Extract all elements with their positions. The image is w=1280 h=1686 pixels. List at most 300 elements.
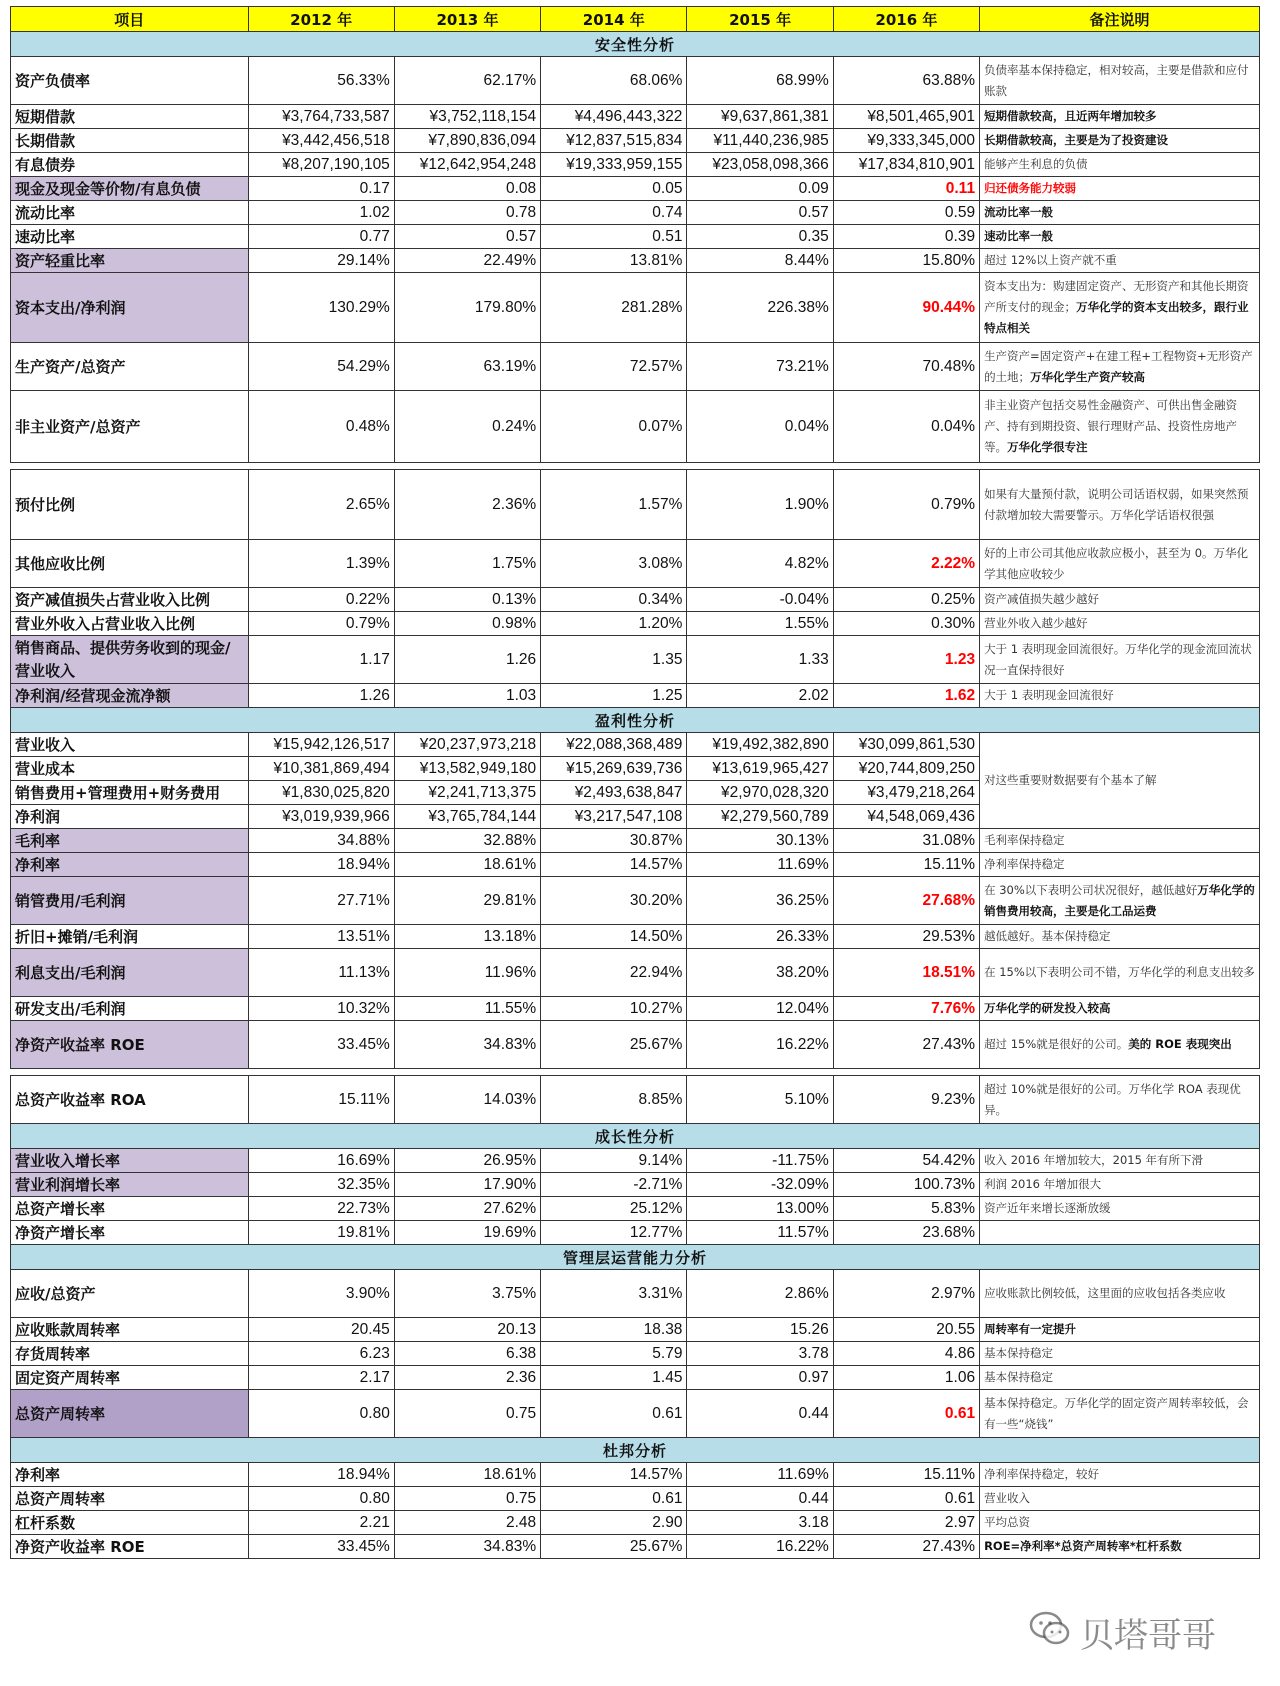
- value-cell: ¥8,501,465,901: [833, 105, 979, 129]
- value-cell: 9.23%: [833, 1076, 979, 1124]
- value-cell: 33.45%: [248, 1535, 394, 1559]
- value-cell: 14.50%: [541, 925, 687, 949]
- value-cell: 2.22%: [833, 540, 979, 588]
- value-cell: 0.78: [394, 201, 540, 225]
- row-label: 流动比率: [11, 201, 249, 225]
- note-text: 在 30%以下表明公司状况很好，越低越好: [984, 882, 1198, 897]
- value-cell: 0.08: [394, 177, 540, 201]
- value-cell: 0.61: [833, 1487, 979, 1511]
- value-cell: ¥15,269,639,736: [541, 757, 687, 781]
- header-cell-2016: 2016 年: [833, 7, 979, 32]
- value-cell: ¥13,582,949,180: [394, 757, 540, 781]
- note-cell: [980, 225, 1260, 249]
- value-cell: 2.86%: [687, 1270, 833, 1318]
- table-row: [11, 129, 1260, 153]
- note-cell: [980, 1149, 1260, 1173]
- value-cell: 11.55%: [394, 997, 540, 1021]
- row-label: 杠杆系数: [11, 1511, 249, 1535]
- header-cell-notes: 备注说明: [980, 7, 1260, 32]
- row-label: 净利率: [11, 853, 249, 877]
- value-cell: 63.88%: [833, 57, 979, 105]
- value-cell: 12.77%: [541, 1221, 687, 1245]
- note-text: 大于 1 表明现金回流很好。万华化学的现金流回流状况一直保持很好: [984, 641, 1252, 677]
- value-cell: 0.61: [541, 1487, 687, 1511]
- value-cell: 6.23: [248, 1342, 394, 1366]
- value-cell: 23.68%: [833, 1221, 979, 1245]
- value-cell: 5.10%: [687, 1076, 833, 1124]
- value-cell: ¥11,440,236,985: [687, 129, 833, 153]
- value-cell: 1.62: [833, 684, 979, 708]
- note-cell: [980, 129, 1260, 153]
- value-cell: 3.18: [687, 1511, 833, 1535]
- row-label: 存货周转率: [11, 1342, 249, 1366]
- note-text: 资产减值损失越少越好: [984, 592, 1100, 606]
- value-cell: 0.48%: [248, 391, 394, 463]
- value-cell: 13.81%: [541, 249, 687, 273]
- note-text: 如果有大量预付款，说明公司话语权弱，如果突然预付款增加较大需要警示。万华化学话语权很强: [984, 486, 1249, 522]
- value-cell: 1.45: [541, 1366, 687, 1390]
- value-cell: ¥3,752,118,154: [394, 105, 540, 129]
- row-label: 应收账款周转率: [11, 1318, 249, 1342]
- value-cell: 0.24%: [394, 391, 540, 463]
- note-text: 平均总资: [984, 1515, 1031, 1529]
- value-cell: 27.62%: [394, 1197, 540, 1221]
- value-cell: 0.22%: [248, 588, 394, 612]
- section-title: 管理层运营能力分析: [11, 1245, 1260, 1270]
- note-text: 净利率保持稳定: [984, 857, 1065, 871]
- row-label: 研发支出/毛利润: [11, 997, 249, 1021]
- value-cell: 19.69%: [394, 1221, 540, 1245]
- row-label: 净利润: [11, 805, 249, 829]
- value-cell: 54.42%: [833, 1149, 979, 1173]
- section-row: [11, 708, 1260, 733]
- financial-analysis-table: [10, 6, 1260, 1559]
- value-cell: 11.69%: [687, 1463, 833, 1487]
- note-text: 资本支出为：购建固定资产、无形资产和其他长期资产所支付的现金；: [984, 279, 1249, 314]
- value-cell: 3.08%: [541, 540, 687, 588]
- value-cell: 2.97: [833, 1511, 979, 1535]
- value-cell: 100.73%: [833, 1173, 979, 1197]
- value-cell: ¥10,381,869,494: [248, 757, 394, 781]
- wechat-icon: [1028, 1608, 1072, 1648]
- note-emphasis: 万华化学生产资产较高: [1030, 369, 1146, 384]
- table-row: [11, 612, 1260, 636]
- value-cell: ¥17,834,810,901: [833, 153, 979, 177]
- value-cell: 0.79%: [248, 612, 394, 636]
- note-cell: [980, 1021, 1260, 1069]
- note-cell: [980, 1342, 1260, 1366]
- note-text: 短期借款较高，且近两年增加较多: [984, 109, 1157, 123]
- value-cell: 16.22%: [687, 1535, 833, 1559]
- value-cell: ¥20,237,973,218: [394, 733, 540, 757]
- value-cell: 0.39: [833, 225, 979, 249]
- value-cell: 0.97: [687, 1366, 833, 1390]
- value-cell: 33.45%: [248, 1021, 394, 1069]
- value-cell: 63.19%: [394, 343, 540, 391]
- value-cell: 10.27%: [541, 997, 687, 1021]
- value-cell: ¥7,890,836,094: [394, 129, 540, 153]
- watermark-text: 贝塔哥哥: [1080, 1616, 1216, 1656]
- value-cell: ¥2,970,028,320: [687, 781, 833, 805]
- note-text: 基本保持稳定。万华化学的固定资产周转率较低，会有一些“烧钱”: [984, 1395, 1249, 1431]
- value-cell: 68.99%: [687, 57, 833, 105]
- value-cell: 27.43%: [833, 1021, 979, 1069]
- value-cell: 26.33%: [687, 925, 833, 949]
- note-cell: [980, 201, 1260, 225]
- section-row: [11, 1438, 1260, 1463]
- table-row: [11, 829, 1260, 853]
- table-row: [11, 588, 1260, 612]
- note-cell: [980, 1511, 1260, 1535]
- value-cell: 18.94%: [248, 1463, 394, 1487]
- value-cell: ¥2,241,713,375: [394, 781, 540, 805]
- table-row: [11, 177, 1260, 201]
- value-cell: 15.26: [687, 1318, 833, 1342]
- note-cell: [980, 1366, 1260, 1390]
- value-cell: 1.23: [833, 636, 979, 684]
- note-text: 净利率保持稳定，较好: [984, 1467, 1100, 1481]
- table-row: [11, 57, 1260, 105]
- value-cell: 14.03%: [394, 1076, 540, 1124]
- row-label: 总资产增长率: [11, 1197, 249, 1221]
- value-cell: 281.28%: [541, 273, 687, 343]
- note-cell: [980, 949, 1260, 997]
- value-cell: -0.04%: [687, 588, 833, 612]
- value-cell: 2.90: [541, 1511, 687, 1535]
- row-label: 销售商品、提供劳务收到的现金/营业收入: [11, 636, 249, 684]
- note-text: 流动比率一般: [984, 205, 1054, 219]
- value-cell: 2.17: [248, 1366, 394, 1390]
- note-text: 大于 1 表明现金回流很好: [984, 688, 1114, 702]
- table-row: [11, 105, 1260, 129]
- value-cell: 15.11%: [833, 1463, 979, 1487]
- note-cell: [980, 684, 1260, 708]
- value-cell: 18.38: [541, 1318, 687, 1342]
- header-cell-2015: 2015 年: [687, 7, 833, 32]
- value-cell: 5.83%: [833, 1197, 979, 1221]
- note-text: 基本保持稳定: [984, 1370, 1054, 1384]
- row-label: 折旧+摊销/毛利润: [11, 925, 249, 949]
- section-title: 安全性分析: [11, 32, 1260, 57]
- value-cell: 2.21: [248, 1511, 394, 1535]
- value-cell: 11.96%: [394, 949, 540, 997]
- value-cell: 0.98%: [394, 612, 540, 636]
- value-cell: 14.57%: [541, 1463, 687, 1487]
- note-text: 在 15%以下表明公司不错，万华化学的利息支出较多: [984, 965, 1255, 979]
- table-row: [11, 925, 1260, 949]
- value-cell: 32.35%: [248, 1173, 394, 1197]
- note-cell: [980, 1221, 1260, 1245]
- row-label: 固定资产周转率: [11, 1366, 249, 1390]
- value-cell: ¥23,058,098,366: [687, 153, 833, 177]
- note-cell: [980, 1197, 1260, 1221]
- value-cell: 29.53%: [833, 925, 979, 949]
- note-text: 万华化学的研发投入较高: [984, 1001, 1111, 1015]
- row-label: 销售费用+管理费用+财务费用: [11, 781, 249, 805]
- value-cell: 30.13%: [687, 829, 833, 853]
- note-text: 超过 12%以上资产就不重: [984, 253, 1117, 267]
- value-cell: 1.55%: [687, 612, 833, 636]
- value-cell: 3.90%: [248, 1270, 394, 1318]
- value-cell: ¥1,830,025,820: [248, 781, 394, 805]
- value-cell: 68.06%: [541, 57, 687, 105]
- value-cell: 22.94%: [541, 949, 687, 997]
- value-cell: 8.44%: [687, 249, 833, 273]
- row-label: 非主业资产/总资产: [11, 391, 249, 463]
- value-cell: 13.00%: [687, 1197, 833, 1221]
- value-cell: 34.83%: [394, 1021, 540, 1069]
- value-cell: 15.11%: [833, 853, 979, 877]
- value-cell: 1.75%: [394, 540, 540, 588]
- value-cell: 29.14%: [248, 249, 394, 273]
- value-cell: 70.48%: [833, 343, 979, 391]
- value-cell: 72.57%: [541, 343, 687, 391]
- value-cell: 25.67%: [541, 1021, 687, 1069]
- value-cell: ¥3,764,733,587: [248, 105, 394, 129]
- value-cell: 16.22%: [687, 1021, 833, 1069]
- note-text: 利润 2016 年增加很大: [984, 1177, 1102, 1191]
- row-label: 营业利润增长率: [11, 1173, 249, 1197]
- value-cell: 6.38: [394, 1342, 540, 1366]
- value-cell: 2.02: [687, 684, 833, 708]
- table-row: [11, 391, 1260, 463]
- row-label: 净资产收益率 ROE: [11, 1021, 249, 1069]
- section-title: 盈利性分析: [11, 708, 1260, 733]
- table-row: [11, 1535, 1260, 1559]
- table-row: [11, 877, 1260, 925]
- value-cell: 0.74: [541, 201, 687, 225]
- value-cell: 0.13%: [394, 588, 540, 612]
- value-cell: 18.61%: [394, 1463, 540, 1487]
- value-cell: 130.29%: [248, 273, 394, 343]
- value-cell: 8.85%: [541, 1076, 687, 1124]
- value-cell: 27.43%: [833, 1535, 979, 1559]
- watermark: [1020, 1604, 1250, 1654]
- value-cell: ¥3,019,939,966: [248, 805, 394, 829]
- table-row: [11, 1366, 1260, 1390]
- section-row: [11, 1245, 1260, 1270]
- table-row: [11, 1487, 1260, 1511]
- value-cell: 2.48: [394, 1511, 540, 1535]
- value-cell: ¥13,619,965,427: [687, 757, 833, 781]
- value-cell: 20.45: [248, 1318, 394, 1342]
- header-row: [11, 7, 1260, 32]
- note-text: 营业收入: [984, 1491, 1031, 1505]
- table-row: [11, 470, 1260, 540]
- value-cell: 0.80: [248, 1487, 394, 1511]
- value-cell: 1.26: [248, 684, 394, 708]
- value-cell: 0.09: [687, 177, 833, 201]
- note-cell: [980, 57, 1260, 105]
- note-emphasis: 万华化学的销售费用较高，主要是化工品运费: [984, 882, 1255, 918]
- value-cell: 20.13: [394, 1318, 540, 1342]
- value-cell: ¥12,837,515,834: [541, 129, 687, 153]
- value-cell: 18.94%: [248, 853, 394, 877]
- note-text: 非主业资产包括交易性金融资产、可供出售金融资产、持有到期投资、银行理财产品、投资性房地产等。: [984, 398, 1238, 454]
- note-cell: [980, 997, 1260, 1021]
- value-cell: 73.21%: [687, 343, 833, 391]
- table-row: [11, 997, 1260, 1021]
- value-cell: 3.31%: [541, 1270, 687, 1318]
- note-text: 长期借款较高，主要是为了投资建设: [984, 133, 1169, 147]
- value-cell: 2.36: [394, 1366, 540, 1390]
- table-row: [11, 343, 1260, 391]
- value-cell: 1.90%: [687, 470, 833, 540]
- value-cell: 0.61: [541, 1390, 687, 1438]
- value-cell: ¥2,279,560,789: [687, 805, 833, 829]
- table-row: [11, 733, 1260, 757]
- note-cell: [980, 1076, 1260, 1124]
- value-cell: 0.75: [394, 1487, 540, 1511]
- note-text: ROE=净利率*总资产周转率*杠杆系数: [984, 1539, 1182, 1553]
- value-cell: 0.79%: [833, 470, 979, 540]
- value-cell: ¥20,744,809,250: [833, 757, 979, 781]
- note-cell: [980, 249, 1260, 273]
- value-cell: 11.57%: [687, 1221, 833, 1245]
- table-row: [11, 1021, 1260, 1069]
- value-cell: 1.20%: [541, 612, 687, 636]
- row-label: 利息支出/毛利润: [11, 949, 249, 997]
- value-cell: 0.11: [833, 177, 979, 201]
- row-label: 现金及现金等价物/有息负债: [11, 177, 249, 201]
- table-row: [11, 1149, 1260, 1173]
- value-cell: 31.08%: [833, 829, 979, 853]
- note-cell: [980, 273, 1260, 343]
- row-label: 毛利率: [11, 829, 249, 853]
- section-row: [11, 1124, 1260, 1149]
- value-cell: ¥12,642,954,248: [394, 153, 540, 177]
- note-cell: [980, 1463, 1260, 1487]
- value-cell: ¥22,088,368,489: [541, 733, 687, 757]
- note-emphasis: 万华化学的资本支出较多，跟行业特点相关: [984, 300, 1249, 335]
- value-cell: 18.51%: [833, 949, 979, 997]
- note-cell: [980, 105, 1260, 129]
- note-text: 营业外收入越少越好: [984, 616, 1088, 630]
- note-cell: [980, 1390, 1260, 1438]
- note-cell: [980, 343, 1260, 391]
- table-row: [11, 273, 1260, 343]
- value-cell: 4.82%: [687, 540, 833, 588]
- note-cell: [980, 636, 1260, 684]
- note-cell: [980, 733, 1260, 829]
- value-cell: ¥19,492,382,890: [687, 733, 833, 757]
- row-label: 总资产收益率 ROA: [11, 1076, 249, 1124]
- value-cell: 18.61%: [394, 853, 540, 877]
- table-row: [11, 1076, 1260, 1124]
- note-text: 超过 15%就是很好的公司。: [984, 1037, 1129, 1051]
- note-emphasis: 美的 ROE 表现突出: [1128, 1037, 1232, 1051]
- value-cell: 1.26: [394, 636, 540, 684]
- value-cell: 5.79: [541, 1342, 687, 1366]
- value-cell: 0.44: [687, 1390, 833, 1438]
- value-cell: 22.49%: [394, 249, 540, 273]
- row-label: 净资产增长率: [11, 1221, 249, 1245]
- spacer-row: [11, 1069, 1260, 1076]
- value-cell: ¥8,207,190,105: [248, 153, 394, 177]
- value-cell: 15.80%: [833, 249, 979, 273]
- value-cell: 34.83%: [394, 1535, 540, 1559]
- value-cell: 226.38%: [687, 273, 833, 343]
- value-cell: 20.55: [833, 1318, 979, 1342]
- value-cell: 1.06: [833, 1366, 979, 1390]
- value-cell: 3.75%: [394, 1270, 540, 1318]
- value-cell: 1.03: [394, 684, 540, 708]
- note-text: 资产近年来增长逐渐放缓: [984, 1201, 1111, 1215]
- value-cell: 0.04%: [687, 391, 833, 463]
- value-cell: ¥30,099,861,530: [833, 733, 979, 757]
- value-cell: 11.13%: [248, 949, 394, 997]
- section-title: 成长性分析: [11, 1124, 1260, 1149]
- row-label: 净利率: [11, 1463, 249, 1487]
- value-cell: 1.25: [541, 684, 687, 708]
- note-text: 越低越好。基本保持稳定: [984, 929, 1111, 943]
- row-label: 总资产周转率: [11, 1487, 249, 1511]
- table-row: [11, 949, 1260, 997]
- value-cell: -2.71%: [541, 1173, 687, 1197]
- row-label: 资产负债率: [11, 57, 249, 105]
- spacer-cell: [11, 1069, 1260, 1076]
- section-title: 杜邦分析: [11, 1438, 1260, 1463]
- value-cell: 1.35: [541, 636, 687, 684]
- value-cell: -32.09%: [687, 1173, 833, 1197]
- value-cell: 0.34%: [541, 588, 687, 612]
- value-cell: 1.02: [248, 201, 394, 225]
- value-cell: 0.35: [687, 225, 833, 249]
- note-cell: [980, 1270, 1260, 1318]
- value-cell: 0.80: [248, 1390, 394, 1438]
- row-label: 营业外收入占营业收入比例: [11, 612, 249, 636]
- row-label: 有息债券: [11, 153, 249, 177]
- value-cell: 2.36%: [394, 470, 540, 540]
- value-cell: 10.32%: [248, 997, 394, 1021]
- row-label: 营业收入增长率: [11, 1149, 249, 1173]
- value-cell: 0.25%: [833, 588, 979, 612]
- value-cell: 0.07%: [541, 391, 687, 463]
- note-text: 对这些重要财数据要有个基本了解: [984, 773, 1157, 787]
- note-cell: [980, 925, 1260, 949]
- value-cell: 9.14%: [541, 1149, 687, 1173]
- row-label: 短期借款: [11, 105, 249, 129]
- value-cell: 179.80%: [394, 273, 540, 343]
- value-cell: ¥9,333,345,000: [833, 129, 979, 153]
- value-cell: 36.25%: [687, 877, 833, 925]
- value-cell: 29.81%: [394, 877, 540, 925]
- header-cell-2012: 2012 年: [248, 7, 394, 32]
- value-cell: 15.11%: [248, 1076, 394, 1124]
- value-cell: 0.04%: [833, 391, 979, 463]
- value-cell: 22.73%: [248, 1197, 394, 1221]
- note-cell: [980, 153, 1260, 177]
- table-row: [11, 225, 1260, 249]
- row-label: 预付比例: [11, 470, 249, 540]
- value-cell: 25.12%: [541, 1197, 687, 1221]
- value-cell: 54.29%: [248, 343, 394, 391]
- table-row: [11, 1463, 1260, 1487]
- spacer-row: [11, 463, 1260, 470]
- spacer-cell: [11, 463, 1260, 470]
- note-text: 好的上市公司其他应收款应极小，甚至为 0。万华化学其他应收较少: [984, 545, 1249, 581]
- table-row: [11, 684, 1260, 708]
- value-cell: 1.57%: [541, 470, 687, 540]
- note-cell: [980, 1318, 1260, 1342]
- value-cell: 0.59: [833, 201, 979, 225]
- header-cell-item: 项目: [11, 7, 249, 32]
- note-text: 周转率有一定提升: [984, 1322, 1077, 1336]
- value-cell: 1.33: [687, 636, 833, 684]
- table-row: [11, 1197, 1260, 1221]
- row-label: 应收/总资产: [11, 1270, 249, 1318]
- row-label: 生产资产/总资产: [11, 343, 249, 391]
